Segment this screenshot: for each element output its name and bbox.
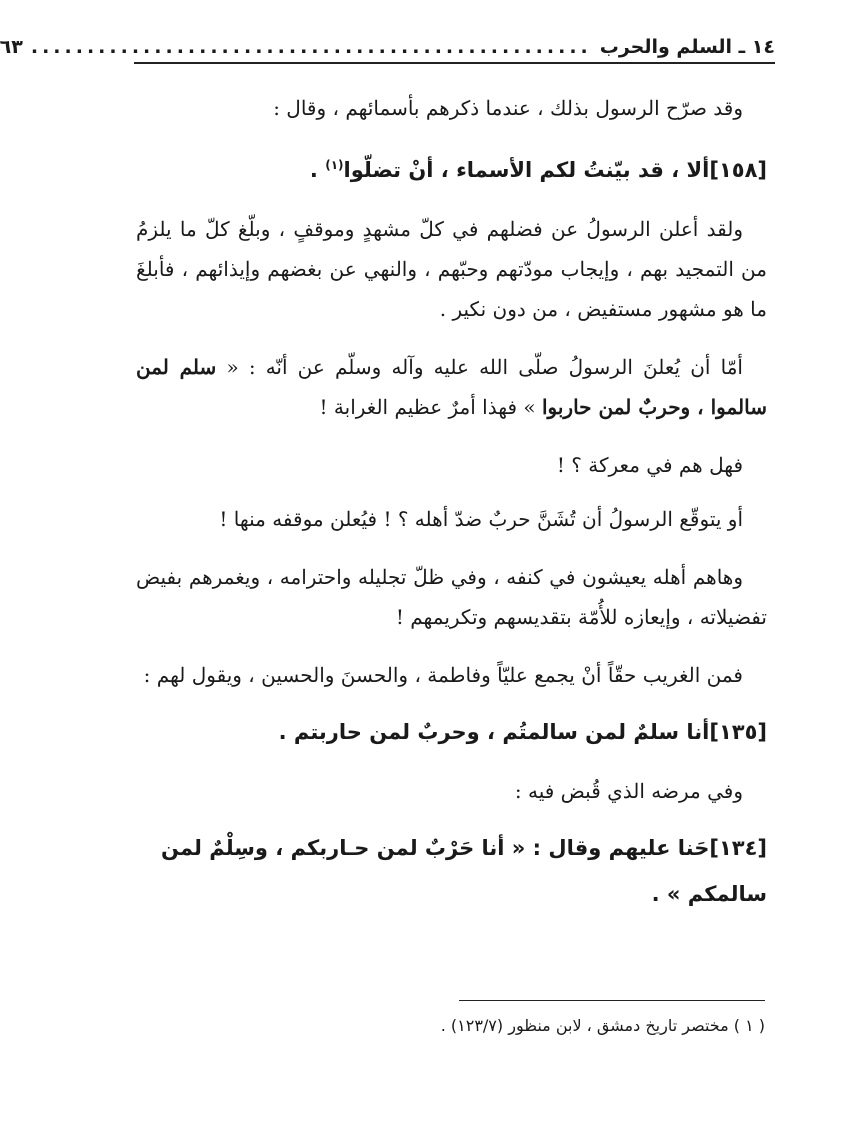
page-body <box>136 88 767 933</box>
paragraph-6: وهاهم أهله يعيشون في كنفه ، وفي ظلّ تجليله واحترامه ، ويغمرهم بفيض تفضيلاته ، وإيعازه للأُمّة بتقديسهم وتكريمهم ! <box>136 565 767 629</box>
page-header <box>0 30 775 64</box>
hadith-number: [١٣٤] <box>709 836 767 860</box>
paragraph-2: ولقد أعلن الرسولُ عن فضلهم في كلّ مشهدٍ وموقفٍ ، وبلّغ كلّ ما يلزمُ من التمجيد بهم ، وإيجاب مودّتهم وحبّهم ، والنهي عن بغضهم وإيذائهم ، فأبلغَ ما هو مشهور مستفيض ، من دون نكير . <box>136 217 767 321</box>
hadith-number: [١٥٨] <box>709 158 767 182</box>
footnote-divider <box>459 1000 765 1001</box>
footnote-marker[interactable]: (١) <box>325 158 344 172</box>
hadith-text: حَنا عليهم وقال : « أنا حَرْبٌ لمن حـاربكم ، وسِلْمٌ لمن سالمكم » . <box>161 836 767 906</box>
page-number: ٦٣ <box>0 36 23 58</box>
hadith-text: ألا ، قد بيّنتُ لكم الأسماء ، أنْ تضلّوا <box>343 158 710 182</box>
hadith-end: . <box>309 158 326 182</box>
paragraph-3-start: أمّا أن يُعلنَ الرسولُ صلّى الله عليه وآله وسلّم عن أنّه : « <box>216 355 743 379</box>
hadith-158 <box>136 142 767 193</box>
hadith-134 <box>136 825 767 917</box>
paragraph-3-end: » فهذا أمرٌ عظيم الغرابة ! <box>319 395 542 419</box>
paragraph-7: فمن الغريب حقّاً أنْ يجمع عليّاً وفاطمة ، والحسنَ والحسين ، ويقول لهم : <box>143 663 743 687</box>
hadith-135 <box>136 709 767 755</box>
footnote: ( ١ ) مختصر تاريخ دمشق ، لابن منظور (١٢٣/٧) . <box>440 1016 765 1035</box>
hadith-number: [١٣٥] <box>709 720 767 744</box>
hadith-text: أنا سلمٌ لمن سالمتُم ، وحربٌ لمن حاربتم . <box>278 720 710 744</box>
paragraph-3 <box>136 347 767 427</box>
running-title: ١٤ ـ السلم والحرب <box>599 36 775 58</box>
paragraph-1: وقد صرّح الرسول بذلك ، عندما ذكرهم بأسمائهم ، وقال : <box>273 96 743 120</box>
paragraph-5: أو يتوقّع الرسولُ أن تُشَنَّ حربٌ ضدّ أهله ؟ ! فيُعلن موقفه منها ! <box>219 507 743 531</box>
paragraph-4: فهل هم في معركة ؟ ! <box>556 453 743 477</box>
leader-dots: .................................................. <box>30 36 592 58</box>
paragraph-8: وفي مرضه الذي قُبض فيه : <box>514 779 743 803</box>
quoted-phrase: سلم لمن سالموا ، وحربٌ لمن حاربوا <box>136 355 767 419</box>
